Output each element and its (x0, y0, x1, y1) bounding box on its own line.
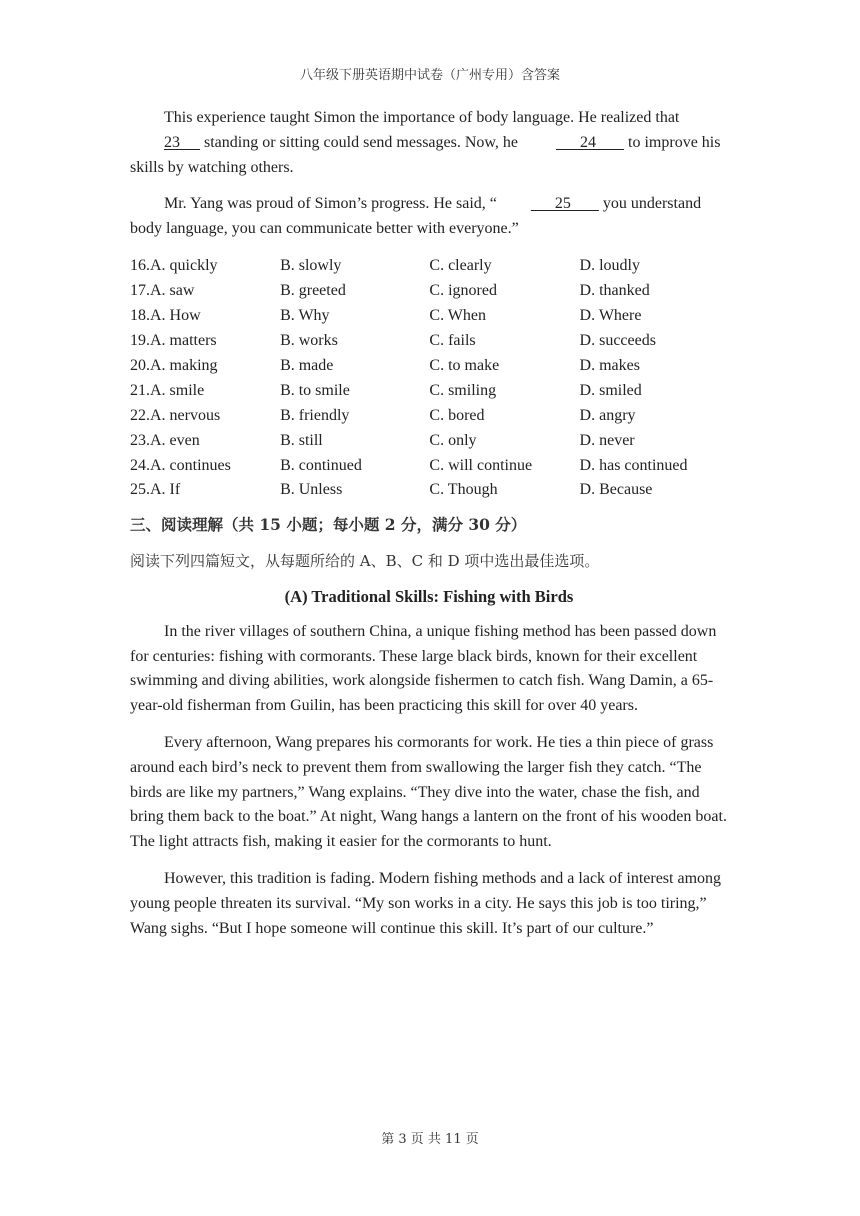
page-footer: 第 3 页 共 11 页 (381, 1132, 479, 1147)
option-row (130, 354, 728, 379)
text-segment: Mr. Yang was proud of Simon’s progress. He said, “ (164, 195, 497, 213)
option-cell (130, 378, 280, 403)
option-row (130, 453, 728, 478)
section-3-heading: 三、阅读理解（共 15 小题；每小题 2 分，满分 30 分） (130, 514, 527, 534)
blank-25: 25 (530, 195, 599, 213)
section-3-instruction: 阅读下列四篇短文，从每题所给的 A、B、C 和 D 项中选出最佳选项。 (130, 551, 600, 570)
option-row (130, 403, 728, 428)
text-segment: to improve his skills by watching others. (130, 133, 721, 176)
blank-23: 23 (164, 133, 200, 151)
option-cell (580, 428, 728, 453)
option-b: B. made (280, 356, 334, 374)
passage-a-paragraph: However, this tradition is fading. Modern fishing methods and a lack of interest among young people threaten its survival. “My son works in a city. He says this job is too tiring,” Wang sighs. “But I hope someone will continue this skill. It’s part of our culture.” (130, 870, 722, 937)
option-cell (280, 254, 429, 279)
option-cell (580, 478, 728, 503)
option-c: C. only (429, 431, 477, 449)
option-cell (280, 478, 429, 503)
question-number: 20. (130, 356, 150, 374)
option-row (130, 279, 728, 304)
option-cell (429, 428, 579, 453)
option-row (130, 304, 728, 329)
option-cell (280, 403, 429, 428)
option-d: D. succeeds (579, 332, 656, 350)
option-a: A. continues (150, 456, 231, 474)
option-c: C. ignored (429, 282, 497, 300)
question-number: 23. (130, 431, 150, 449)
option-cell (130, 304, 280, 329)
text-segment: This experience taught Simon the importance of body language. He realized that (164, 109, 680, 126)
option-c: C. smiling (429, 381, 497, 399)
text-segment: standing or sitting could send messages. Now, he (200, 133, 523, 151)
option-cell (429, 378, 579, 403)
option-row (130, 478, 728, 503)
option-cell (130, 453, 280, 478)
option-cell (429, 354, 579, 379)
option-d: D. never (579, 431, 635, 449)
option-cell (580, 304, 728, 329)
option-a: A. If (150, 481, 181, 499)
option-cell (280, 428, 429, 453)
option-cell (280, 354, 429, 379)
option-cell (429, 254, 579, 279)
option-cell (130, 354, 280, 379)
option-cell (130, 279, 280, 304)
option-c: C. will continue (429, 456, 533, 474)
question-number: 25. (130, 481, 150, 499)
option-row (130, 329, 728, 354)
page-header: 八年级下册英语期中试卷（广州专用）含答案 (299, 68, 560, 83)
option-cell (280, 329, 429, 354)
option-c: C. fails (429, 332, 476, 350)
option-a: A. quickly (150, 257, 218, 275)
option-cell (429, 478, 579, 503)
option-cell (580, 329, 728, 354)
question-number: 16. (130, 257, 150, 275)
option-cell (280, 378, 429, 403)
option-cell (580, 453, 728, 478)
option-cell (280, 453, 429, 478)
option-a: A. smile (150, 381, 205, 399)
option-cell (580, 403, 728, 428)
question-number: 22. (130, 406, 150, 424)
paragraph-intro-2 (130, 192, 728, 242)
option-cell (280, 304, 429, 329)
option-b: B. still (280, 431, 323, 449)
paragraph-intro-1 (130, 106, 728, 180)
option-b: B. continued (280, 456, 362, 474)
option-a: A. even (150, 431, 200, 449)
option-cell (580, 378, 728, 403)
passage-a-paragraph: In the river villages of southern China, a unique fishing method has been passed down for centuries: fishing with cormorants. These large black birds, known for their excellent swimming and diving abilities, work alongside fishermen to catch fish. Wang Damin, a 65-year-old fisherman from Guilin, has been practicing this skill for over 40 years. (130, 622, 717, 715)
option-d: D. smiled (579, 381, 642, 399)
question-number: 21. (130, 381, 150, 399)
option-d: D. thanked (579, 282, 650, 300)
options-table (130, 254, 728, 503)
text-segment: you understand body language, you can communicate better with everyone.” (130, 195, 702, 238)
option-cell (130, 254, 280, 279)
option-cell (280, 279, 429, 304)
option-c: C. to make (429, 356, 500, 374)
option-d: D. Because (579, 481, 653, 499)
option-row (130, 378, 728, 403)
option-cell (580, 254, 728, 279)
option-b: B. to smile (280, 381, 350, 399)
option-cell (130, 403, 280, 428)
question-number: 24. (130, 456, 150, 474)
option-c: C. clearly (429, 257, 492, 275)
option-cell (429, 279, 579, 304)
option-b: B. works (280, 332, 338, 350)
option-b: B. slowly (280, 257, 342, 275)
option-d: D. Where (579, 307, 642, 325)
option-b: B. Why (280, 307, 330, 325)
option-d: D. angry (579, 406, 636, 424)
passage-a-paragraph: Every afternoon, Wang prepares his cormorants for work. He ties a thin piece of grass around each bird’s neck to prevent them from swallowing the larger fish they catch. “The birds are like my partners,” Wang explains. “They dive into the water, chase the fish, and bring them back to the boat.” At night, Wang hangs a lantern on the front of his wooden boat. The light attracts fish, making it easier for the cormorants to hunt. (130, 734, 727, 851)
option-d: D. loudly (579, 257, 640, 275)
option-d: D. has continued (579, 456, 688, 474)
option-a: A. making (150, 356, 218, 374)
passage-a-title: (A) Traditional Skills: Fishing with Birds (284, 586, 574, 606)
option-cell (429, 453, 579, 478)
option-cell (429, 304, 579, 329)
blank-24: 24 (556, 133, 625, 151)
option-cell (130, 329, 280, 354)
option-cell (580, 354, 728, 379)
option-cell (580, 279, 728, 304)
option-c: C. Though (429, 481, 498, 499)
option-b: B. friendly (280, 406, 350, 424)
option-cell (429, 329, 579, 354)
option-c: C. bored (429, 406, 485, 424)
option-a: A. matters (150, 332, 217, 350)
question-number: 19. (130, 332, 150, 350)
option-a: A. nervous (150, 406, 221, 424)
option-a: A. saw (150, 282, 195, 300)
option-d: D. makes (579, 356, 640, 374)
option-c: C. When (429, 307, 486, 325)
question-number: 18. (130, 307, 150, 325)
question-number: 17. (130, 282, 150, 300)
page-content (130, 106, 728, 953)
option-row (130, 428, 728, 453)
option-b: B. Unless (280, 481, 343, 499)
option-a: A. How (150, 307, 201, 325)
option-cell (429, 403, 579, 428)
option-b: B. greeted (280, 282, 346, 300)
option-row (130, 254, 728, 279)
option-cell (130, 478, 280, 503)
option-cell (130, 428, 280, 453)
